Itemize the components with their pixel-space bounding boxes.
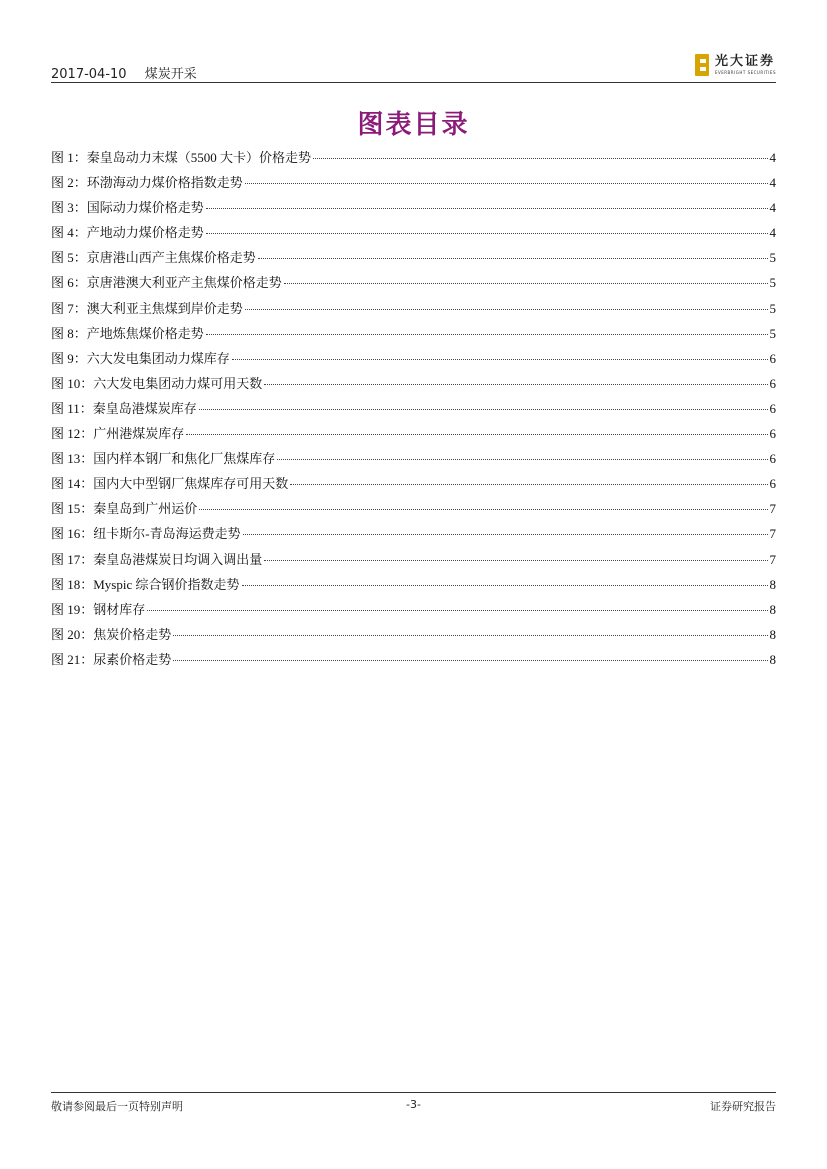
toc-entry[interactable] [51,298,776,323]
toc-entry[interactable] [51,498,776,523]
toc-entry[interactable] [51,323,776,348]
toc-dot-leader [173,635,767,636]
toc-entry-label[interactable]: 图 12：广州港煤炭库存 [51,426,185,442]
toc-entry-label[interactable]: 图 18：Myspic 综合钢价指数走势 [51,576,240,592]
toc-entry-label[interactable]: 图 6：京唐港澳大利亚产主焦煤价格走势 [51,275,282,291]
toc-dot-leader [147,610,767,611]
toc-dot-leader [186,434,767,435]
toc-entry-label[interactable]: 图 21：尿素价格走势 [51,651,172,667]
toc-entry[interactable] [51,222,776,247]
toc-entry[interactable] [51,147,776,172]
toc-entry-page[interactable]: 6 [769,451,776,467]
header-info [51,63,211,82]
toc-entry-page[interactable]: 6 [769,476,776,492]
toc-entry[interactable] [51,599,776,624]
toc-entry[interactable] [51,197,776,222]
toc-entry-page[interactable]: 6 [769,350,776,366]
toc-entry-label[interactable]: 图 19：钢材库存 [51,601,146,617]
toc-entry-page[interactable]: 7 [769,526,776,542]
toc-entry-label[interactable]: 图 7：澳大利亚主焦煤到岸价走势 [51,300,243,316]
figure-table-of-contents [51,147,776,674]
toc-entry-label[interactable]: 图 15：秦皇岛到广州运价 [51,501,198,517]
toc-entry-page[interactable]: 6 [769,426,776,442]
toc-dot-leader [206,208,768,209]
toc-entry-label[interactable]: 图 16：纽卡斯尔-青岛海运费走势 [51,526,241,542]
toc-dot-leader [313,158,767,159]
toc-dot-leader [258,258,768,259]
toc-entry-label[interactable]: 图 8：产地炼焦煤价格走势 [51,325,204,341]
toc-dot-leader [173,660,767,661]
toc-dot-leader [277,459,767,460]
toc-entry[interactable] [51,373,776,398]
toc-entry-label[interactable]: 图 9：六大发电集团动力煤库存 [51,350,230,366]
toc-entry[interactable] [51,473,776,498]
toc-dot-leader [245,183,768,184]
toc-entry-label[interactable]: 图 3：国际动力煤价格走势 [51,200,204,216]
toc-entry-page[interactable]: 5 [769,300,776,316]
toc-dot-leader [199,409,768,410]
toc-dot-leader [242,585,768,586]
toc-entry-label[interactable]: 图 17：秦皇岛港煤炭日均调入调出量 [51,551,263,567]
toc-entry-label[interactable]: 图 5：京唐港山西产主焦煤价格走势 [51,250,256,266]
toc-dot-leader [206,233,768,234]
toc-entry[interactable] [51,398,776,423]
report-date: 2017-04-10 [51,67,127,82]
toc-entry[interactable] [51,272,776,297]
toc-dot-leader [284,283,768,284]
toc-entry-label[interactable]: 图 4：产地动力煤价格走势 [51,225,204,241]
toc-entry-label[interactable]: 图 10：六大发电集团动力煤可用天数 [51,375,263,391]
logo-text-en: EVERBRIGHT SECURITIES [714,70,776,75]
toc-entry-label[interactable]: 图 1：秦皇岛动力末煤（5500 大卡）价格走势 [51,150,312,165]
toc-entry-page[interactable]: 4 [769,225,776,241]
toc-entry[interactable] [51,172,776,197]
toc-entry-page[interactable]: 6 [769,375,776,391]
toc-entry-page[interactable]: 8 [769,651,776,667]
toc-dot-leader [243,534,768,535]
toc-entry-label[interactable]: 图 20：焦炭价格走势 [51,626,172,642]
toc-entry-page[interactable]: 4 [769,150,776,165]
page-footer [51,1092,776,1113]
toc-dot-leader [199,509,767,510]
toc-entry-label[interactable]: 图 11：秦皇岛港煤炭库存 [51,400,197,416]
page-title: 图表目录 [357,110,470,140]
toc-entry[interactable] [51,574,776,599]
toc-entry-page[interactable]: 4 [769,200,776,216]
company-logo [695,52,776,78]
toc-entry-page[interactable]: 5 [769,275,776,291]
toc-entry-label[interactable]: 图 14：国内大中型钢厂焦煤库存可用天数 [51,476,289,492]
document-type: 证券研究报告 [710,1100,776,1113]
toc-entry[interactable] [51,649,776,674]
toc-entry[interactable] [51,448,776,473]
toc-entry-page[interactable]: 5 [769,325,776,341]
toc-entry-page[interactable]: 8 [769,626,776,642]
toc-entry-page[interactable]: 5 [769,250,776,266]
toc-entry-label[interactable]: 图 13：国内样本钢厂和焦化厂焦煤库存 [51,451,276,467]
toc-entry-page[interactable]: 4 [769,175,776,191]
toc-entry[interactable] [51,549,776,574]
toc-entry-page[interactable]: 7 [769,501,776,517]
toc-entry[interactable] [51,247,776,272]
toc-dot-leader [290,484,767,485]
toc-entry[interactable] [51,348,776,373]
toc-dot-leader [232,359,768,360]
toc-dot-leader [264,560,767,561]
toc-entry-page[interactable]: 6 [769,400,776,416]
toc-dot-leader [245,309,768,310]
toc-dot-leader [264,384,767,385]
page-number: -3- [406,1098,421,1111]
sector-name: 煤炭开采 [144,67,197,82]
footer-disclaimer: 敬请参阅最后一页特别声明 [51,1100,183,1113]
toc-entry-label[interactable]: 图 2：环渤海动力煤价格指数走势 [51,175,243,191]
toc-entry-page[interactable]: 7 [769,551,776,567]
logo-icon [695,54,709,76]
toc-entry[interactable] [51,523,776,548]
toc-entry[interactable] [51,624,776,649]
toc-entry[interactable] [51,423,776,448]
toc-entry-page[interactable]: 8 [769,576,776,592]
logo-text-cn: 光大证券 [714,54,775,69]
toc-entry-page[interactable]: 8 [769,601,776,617]
page-header [51,52,776,83]
toc-dot-leader [206,334,768,335]
